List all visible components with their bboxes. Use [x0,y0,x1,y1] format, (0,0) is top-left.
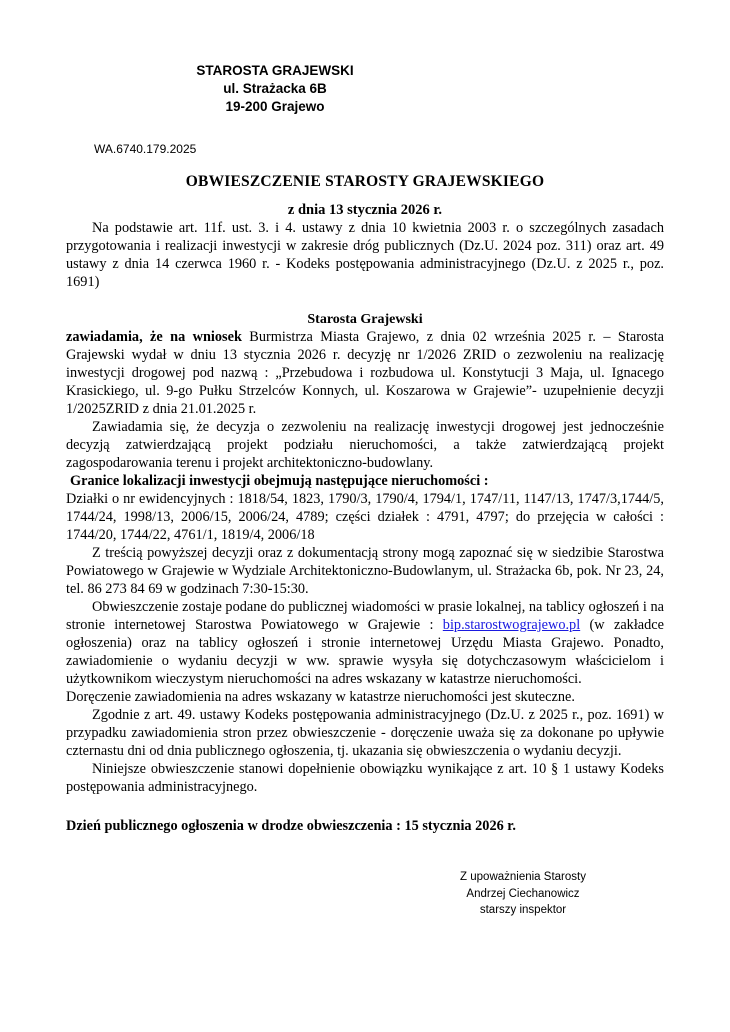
signature-authorization: Z upoważnienia Starosty [460,870,586,883]
document-title: OBWIESZCZENIE STAROSTY GRAJEWSKIEGO [185,172,545,190]
notice-rest: Burmistrza Miasta Grajewo, z dnia 02 września 2025 r. – Starosta Grajewski wydał w dniu 13 stycznia 2026 r. decyzję nr 1/2026 ZRID o zezwoleniu na realizację inwestycji drogowej pod nazwą : „Przebudowa i rozbudowa ul. Konstytucji 3 Maja, ul. Ignacego Krasickiego, ul. 9-go Pułku Strzelców Konnych, ul. Koszarowa w Grajewie”- uzupełnienie decyzji 1/2025ZRID z dnia 21.01.2025 r. [66,328,664,417]
inspection-paragraph: Z treścią powyższej decyzji oraz z dokumentacją strony mogą zapoznać się w siedzibie Starostwa Powiatowego w Grajewie w Wydziale Architektoniczno-Budowlanym, ul. Strażacka 6b, pok. Nr 23, 24, tel. 86 273 84 69 w godzinach 7:30-15:30. [66,544,664,597]
signature-name: Andrzej Ciechanowicz [466,887,580,900]
signatory-heading: Starosta Grajewski [307,311,423,327]
bip-website-link[interactable]: bip.starostwograjewo.pl [442,616,581,633]
letterhead-office: STAROSTA GRAJEWSKI [196,63,354,78]
signature-position: starszy inspektor [479,904,567,917]
kpa-note-paragraph: Zgodnie z art. 49. ustawy Kodeks postępowania administracyjnego (Dz.U. z 2025 r., poz. 1691) w przypadku zawiadomienia stron przez obwieszczenie - doręczenie uważa się za dokonane po upływie czternastu dni od dnia publicznego ogłoszenia, tj. ukazania się obwieszczenia o wydaniu decyzji. [66,706,664,759]
delivery-note-paragraph: Doręczenie zawiadomienia na adres wskazany w katastrze nieruchomości jest skuteczne. [66,688,575,705]
letterhead [90,0,460,116]
parcels-paragraph: Działki o nr ewidencyjnych : 1818/54, 1823, 1790/3, 1790/4, 1794/1, 1747/11, 1147/13, 1747/3,1744/5, 1744/24, 1998/13, 2006/15, 2006/24, 4789; części działek : 4791, 4797; do przejęcia w całości : 1744/20, 1744/22, 4761/1, 1819/4, 2006/18 [66,490,664,543]
reference-number: WA.6740.179.2025 [94,141,197,156]
signature-block [408,869,638,919]
decision-effect-paragraph: Zawiadamia się, że decyzja o zezwoleniu na realizację inwestycji drogowej jest jednocześnie decyzją zatwierdzającą projekt podziału nieruchomości, a także zatwierdzającą projekt zagospodarowania terenu i projekt architektoniczno-budowlany. [66,418,664,471]
final-note-paragraph: Niniejsze obwieszczenie stanowi dopełnienie obowiązku wynikające z art. 10 § 1 ustawy Kodeks postępowania administracyjnego. [66,760,664,795]
publication-paragraph [66,598,664,688]
publication-day: Dzień publicznego ogłoszenia w drodze obwieszczenia : 15 stycznia 2026 r. [66,817,516,834]
notice-lead: zawiadamia, że na wniosek [66,328,242,345]
notice-paragraph [66,328,664,418]
legal-basis-paragraph: Na podstawie art. 11f. ust. 3. i 4. ustawy z dnia 10 kwietnia 2003 r. o szczególnych zasadach przygotowania i realizacji inwestycji w zakresie dróg publicznych (Dz.U. 2024 poz. 311) oraz art. 49 ustawy z dnia 14 czerwca 1960 r. - Kodeks postępowania administracyjnego (Dz.U. z 2025 r., poz. 1691) [66,219,664,290]
publication-text-part1: Obwieszczenie zostaje podane do publicznej wiadomości w prasie lokalnej, na tablicy ogłoszeń i na stronie internetowej Starostwa Powiatowego w Grajewie : [66,598,664,633]
document-subtitle: z dnia 13 stycznia 2026 r. [287,201,443,218]
letterhead-street: ul. Strażacka 6B [223,80,327,96]
publication-text-part2: (w zakładce ogłoszenia) oraz na tablicy ogłoszeń i stronie internetowej Urzędu Miasta Grajewo. Ponadto, zawiadomienie o wydaniu decyzji w ww. sprawie wysyła się dotychczasowym właścicielom i użytkownikom wieczystym nieruchomości na adres wskazany w katastrze nieruchomości. [66,616,664,687]
boundaries-heading: Granice lokalizacji inwestycji obejmują następujące nieruchomości : [70,472,489,489]
letterhead-city: 19-200 Grajewo [225,98,325,114]
